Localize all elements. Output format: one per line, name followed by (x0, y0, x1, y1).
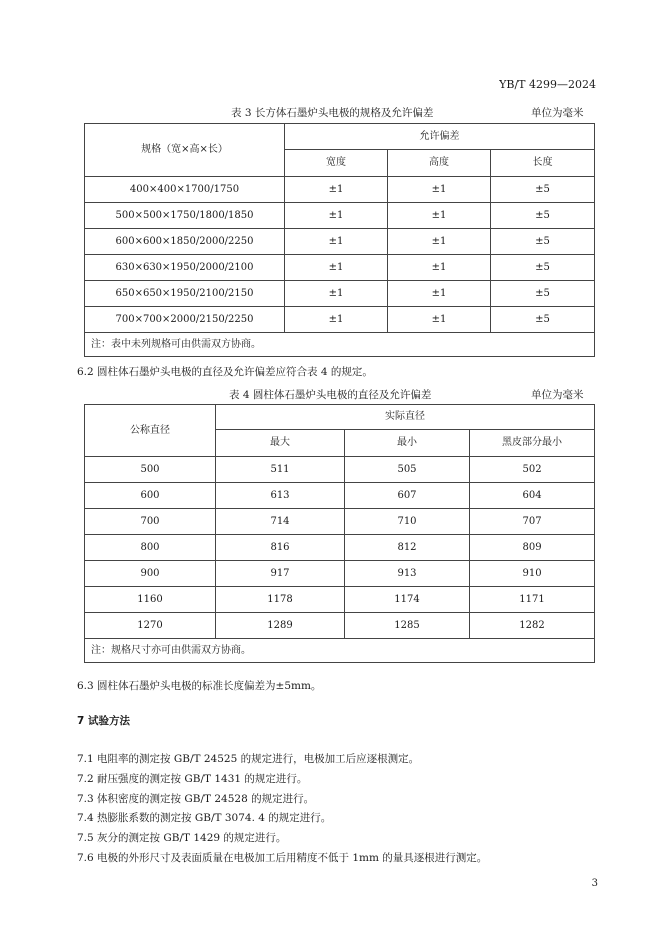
table3-cell: ±1 (285, 229, 388, 255)
table4-cell: 604 (470, 483, 595, 509)
table3-cell: ±5 (491, 307, 595, 333)
table4-cell: 710 (345, 509, 470, 535)
table4-cell: 1285 (345, 613, 470, 639)
table4-nominal-header: 公称直径 (85, 405, 216, 457)
table-row (85, 561, 595, 587)
table4-cell: 1174 (345, 587, 470, 613)
table3-cell: ±1 (285, 307, 388, 333)
table3-cell: ±5 (491, 203, 595, 229)
table-row (85, 509, 595, 535)
table4-min-header: 最小 (345, 430, 470, 457)
clause-7-6: 7.6 电极的外形尺寸及表面质量在电极加工后用精度不低于 1mm 的量具逐根进行测定。 (77, 852, 488, 864)
table4-actual-header: 实际直径 (216, 405, 595, 430)
table3-cell: ±1 (285, 281, 388, 307)
table4 (84, 404, 595, 663)
clause-7-5: 7.5 灰分的测定按 GB/T 1429 的规定进行。 (77, 832, 287, 844)
table-row (85, 203, 595, 229)
table4-cell: 816 (216, 535, 345, 561)
table3-tolerance-header: 允许偏差 (285, 124, 595, 150)
table4-cell: 1289 (216, 613, 345, 639)
table4-cell: 500 (85, 457, 216, 483)
table3-cell: ±1 (388, 177, 491, 203)
table3-cell: ±1 (285, 203, 388, 229)
table3-cell: ±1 (285, 177, 388, 203)
table3-cell: 650×650×1950/2100/2150 (85, 281, 285, 307)
table4-cell: 913 (345, 561, 470, 587)
table4-cell: 700 (85, 509, 216, 535)
table-row (85, 587, 595, 613)
table4-cell: 809 (470, 535, 595, 561)
table3-cell: ±5 (491, 229, 595, 255)
table4-cell: 1178 (216, 587, 345, 613)
table4-cell: 714 (216, 509, 345, 535)
table3-cell: ±1 (388, 307, 491, 333)
table3-length-header: 长度 (491, 150, 595, 177)
table4-cell: 900 (85, 561, 216, 587)
table3-cell: ±1 (285, 255, 388, 281)
table-row (85, 613, 595, 639)
table4-caption: 表 4 圆柱体石墨炉头电极的直径及允许偏差 (229, 389, 432, 401)
table4-cell: 511 (216, 457, 345, 483)
table3-cell: ±1 (388, 255, 491, 281)
table-row (85, 281, 595, 307)
clause-7-1: 7.1 电阻率的测定按 GB/T 24525 的规定进行，电极加工后应逐根测定。 (77, 753, 420, 765)
page-number: 3 (591, 878, 598, 889)
table4-cell: 607 (345, 483, 470, 509)
table4-unit: 单位为毫米 (531, 389, 584, 401)
table3-height-header: 高度 (388, 150, 491, 177)
table3-cell: ±1 (388, 229, 491, 255)
table3-cell: 500×500×1750/1800/1850 (85, 203, 285, 229)
table4-cell: 600 (85, 483, 216, 509)
table-row (85, 483, 595, 509)
table3-cell: ±1 (388, 281, 491, 307)
table4-max-header: 最大 (216, 430, 345, 457)
clause-7-4: 7.4 热膨胀系数的测定按 GB/T 3074. 4 的规定进行。 (77, 812, 332, 824)
section-7-title: 7 试验方法 (77, 715, 130, 727)
clause-7-3: 7.3 体积密度的测定按 GB/T 24528 的规定进行。 (77, 793, 315, 805)
table3-caption: 表 3 长方体石墨炉头电极的规格及允许偏差 (231, 107, 434, 119)
table4-cell: 505 (345, 457, 470, 483)
table4-cell: 812 (345, 535, 470, 561)
table4-cell: 800 (85, 535, 216, 561)
table-row (85, 307, 595, 333)
table4-cell: 613 (216, 483, 345, 509)
table3-width-header: 宽度 (285, 150, 388, 177)
table4-note: 注：规格尺寸亦可由供需双方协商。 (85, 639, 595, 663)
table-row (85, 535, 595, 561)
table4-cell: 1160 (85, 587, 216, 613)
table4-cell: 1282 (470, 613, 595, 639)
table3-cell: 630×630×1950/2000/2100 (85, 255, 285, 281)
table4-cell: 917 (216, 561, 345, 587)
table4-cell: 502 (470, 457, 595, 483)
table-row (85, 229, 595, 255)
table-row (85, 177, 595, 203)
table3 (84, 123, 595, 357)
table3-cell: ±5 (491, 255, 595, 281)
table-row (85, 457, 595, 483)
table-row (85, 255, 595, 281)
table4-cell: 910 (470, 561, 595, 587)
clause-7-2: 7.2 耐压强度的测定按 GB/T 1431 的规定进行。 (77, 773, 308, 785)
clause-6-2: 6.2 圆柱体石墨炉头电极的直径及允许偏差应符合表 4 的规定。 (77, 366, 373, 378)
table3-cell: ±5 (491, 281, 595, 307)
table4-cell: 1171 (470, 587, 595, 613)
table3-unit: 单位为毫米 (531, 107, 584, 119)
table4-black-skin-header: 黑皮部分最小 (470, 430, 595, 457)
table3-cell: ±1 (388, 203, 491, 229)
table3-cell: 400×400×1700/1750 (85, 177, 285, 203)
table4-cell: 1270 (85, 613, 216, 639)
table3-cell: 600×600×1850/2000/2250 (85, 229, 285, 255)
table3-cell: 700×700×2000/2150/2250 (85, 307, 285, 333)
standard-code: YB/T 4299—2024 (499, 78, 596, 91)
table3-note: 注：表中未列规格可由供需双方协商。 (85, 333, 595, 357)
table3-spec-header: 规格（宽×高×长） (85, 124, 285, 177)
table4-cell: 707 (470, 509, 595, 535)
table3-cell: ±5 (491, 177, 595, 203)
clause-6-3: 6.3 圆柱体石墨炉头电极的标准长度偏差为±5mm。 (77, 680, 322, 692)
